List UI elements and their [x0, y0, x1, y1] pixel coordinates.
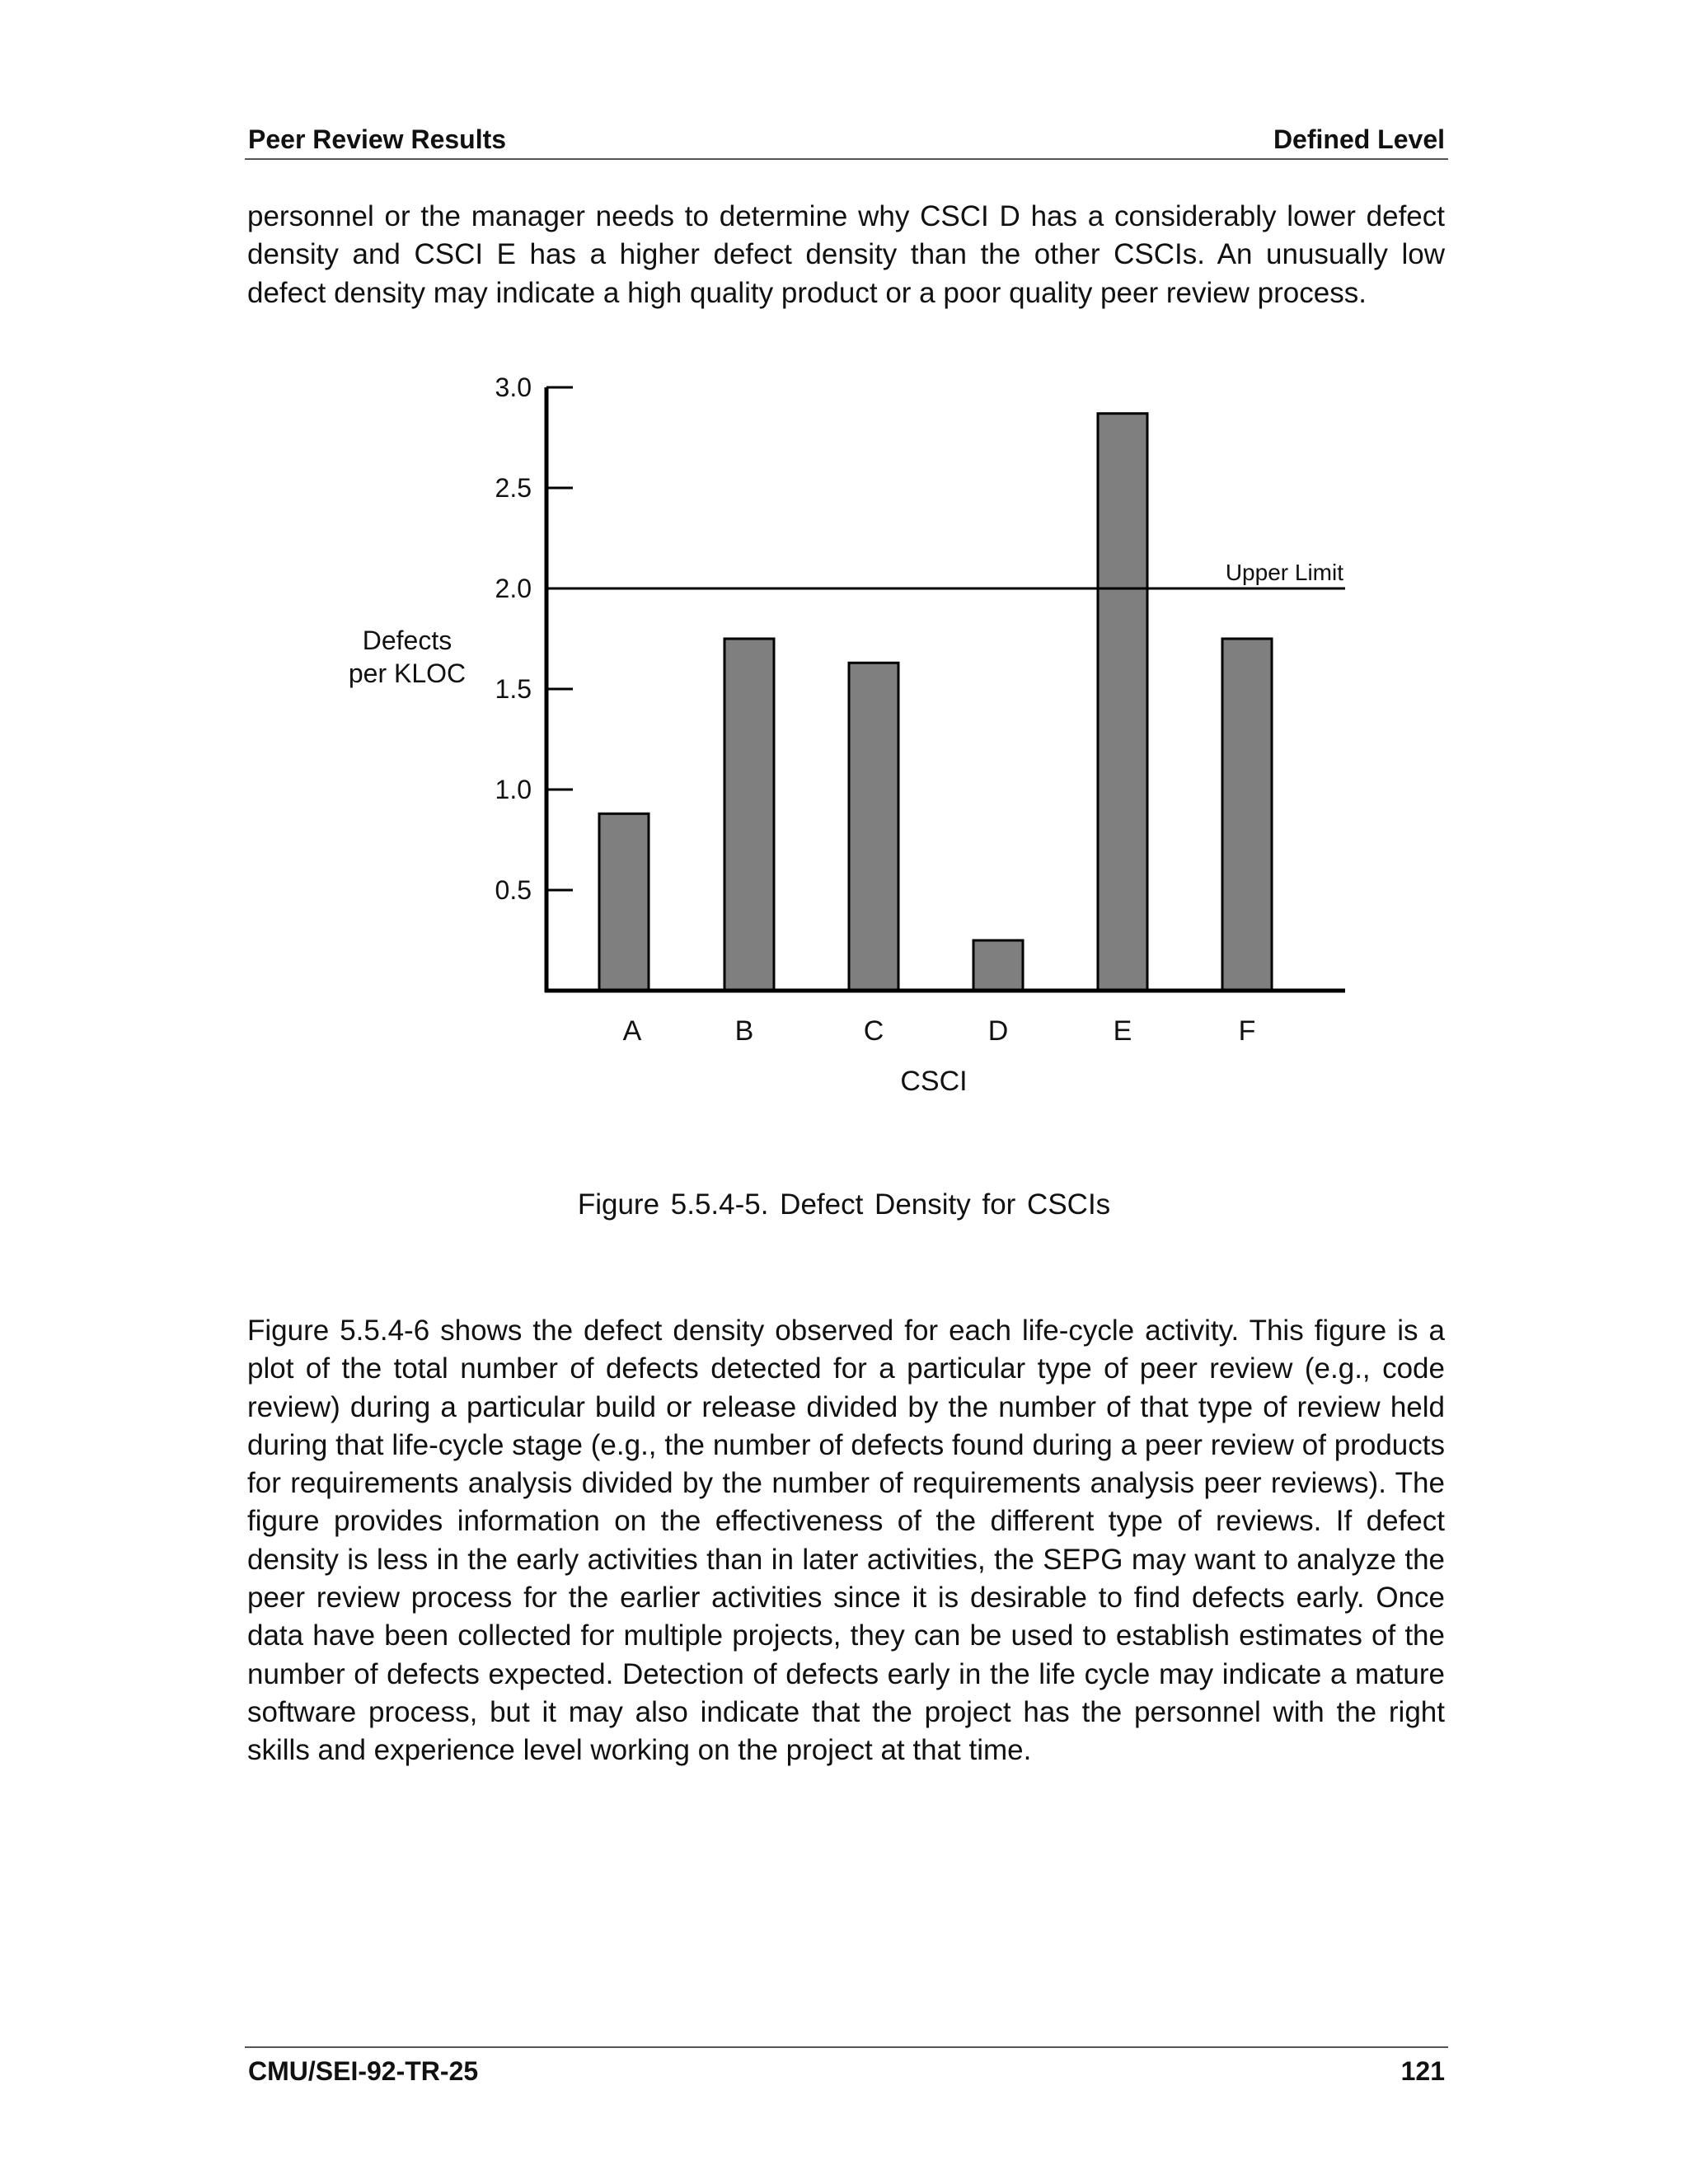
y-tick-label-1.0: 1.0	[495, 775, 532, 804]
bar-e	[1098, 414, 1147, 991]
bar-f	[1222, 639, 1272, 991]
y-tick-label-2.0: 2.0	[495, 574, 532, 603]
y-axis-label-line-2: per KLOC	[348, 658, 467, 688]
footer-report-id: CMU/SEI-92-TR-25	[248, 2056, 479, 2086]
page-header	[245, 124, 1448, 160]
bar-d	[973, 940, 1023, 991]
bar-b	[724, 639, 774, 991]
header-level-title: Defined Level	[1273, 124, 1445, 154]
x-tick-label-c: C	[863, 1015, 884, 1047]
figure-caption: Figure 5.5.4-5. Defect Density for CSCIs	[577, 1188, 1111, 1221]
bar-a	[599, 813, 649, 991]
header-section-title: Peer Review Results	[248, 124, 507, 154]
body-paragraph-2: Figure 5.5.4-6 shows the defect density observed for each life-cycle activity. This figure is a plot of the total number of defects detected for a particular type of peer review (e.g., code review) during a particular build or release divided by the number of that type of review held during that life-cycle stage (e.g., the number of defects found during a peer review of products for requirements analysis divided by the number of requirements analysis peer reviews). The figure provides information on the effectiveness of the different type of reviews. If defect density is less in the early activities than in later activities, the SEPG may want to analyze the peer review process for the earlier activities since it is desirable to find defects early. Once data have been collected for multiple projects, they can be used to establish estimates of the number of defects expected. Detection of defects early in the life cycle may indicate a mature software process, but it may also indicate that the project has the personnel with the right skills and experience level working on the project at that time.	[247, 1315, 1445, 1767]
upper-limit-label: Upper Limit	[1225, 560, 1343, 585]
x-tick-label-d: D	[987, 1015, 1009, 1047]
y-tick-label-0.5: 0.5	[495, 875, 532, 905]
y-axis-label-line-1: Defects	[362, 626, 452, 655]
x-tick-label-e: E	[1113, 1015, 1132, 1047]
y-tick-label-1.5: 1.5	[495, 674, 532, 704]
bar-c	[849, 663, 898, 991]
y-tick-label-3.0: 3.0	[495, 373, 532, 402]
body-paragraph-1: personnel or the manager needs to determine why CSCI D has a considerably lower defect density and CSCI E has a higher defect density than the other CSCIs. An unusually low defect density may indicate a high quality product or a poor quality peer review process.	[247, 200, 1445, 309]
x-axis-label: CSCI	[900, 1066, 968, 1097]
footer-page-number: 121	[1400, 2056, 1445, 2086]
x-tick-label-a: A	[622, 1015, 642, 1047]
x-tick-label-f: F	[1238, 1015, 1256, 1047]
y-tick-label-2.5: 2.5	[495, 473, 532, 503]
x-tick-label-b: B	[734, 1015, 754, 1047]
page-footer	[245, 2046, 1448, 2086]
